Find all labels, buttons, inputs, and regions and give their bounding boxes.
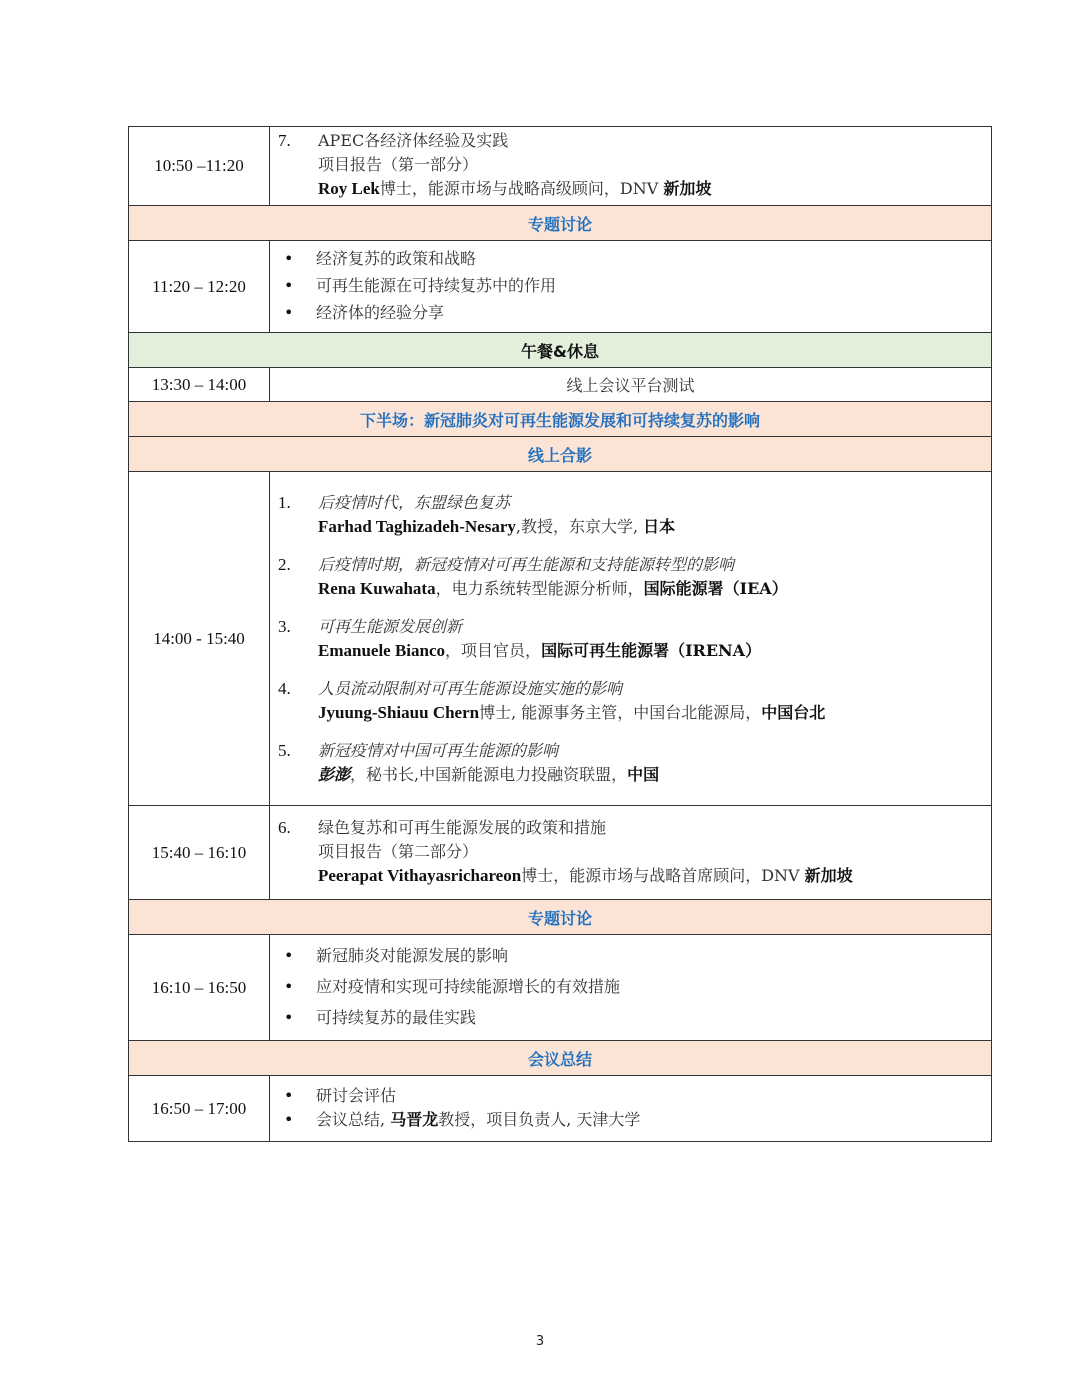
talk-title: 新冠疫情对中国可再生能源的影响	[318, 740, 559, 760]
bullet-text: 经济体的经验分享	[316, 303, 445, 322]
bullet-text: 经济复苏的政策和战略	[316, 249, 477, 268]
item-number: 5.	[278, 740, 291, 760]
bullet-icon: •	[284, 1008, 294, 1027]
time-cell: 13:30 – 14:00	[129, 368, 270, 402]
item-subtitle: 项目报告（第二部分）	[318, 841, 479, 861]
content-cell	[270, 472, 992, 806]
content-cell	[270, 127, 992, 206]
bullet-icon: •	[284, 1085, 294, 1105]
time-cell: 11:20 – 12:20	[129, 241, 270, 333]
agenda-row	[129, 127, 992, 206]
time-cell: 16:50 – 17:00	[129, 1076, 270, 1142]
speaker-role: 博士，能源市场与战略高级顾问，DNV	[379, 179, 664, 198]
agenda-row	[129, 368, 992, 402]
section-banner: 专题讨论	[129, 206, 992, 241]
speaker-role: 博士，能源市场与战略首席顾问，DNV	[521, 865, 805, 885]
speaker-country: 新加坡	[663, 179, 712, 198]
bullet-icon: •	[284, 276, 294, 295]
content-cell	[270, 241, 992, 333]
time-cell: 10:50 –11:20	[129, 127, 270, 206]
item-subtitle: 项目报告（第一部分）	[318, 155, 479, 174]
speaker-org: 日本	[643, 516, 676, 536]
bullet-text: 新冠肺炎对能源发展的影响	[316, 946, 509, 965]
section-banner: 会议总结	[129, 1041, 992, 1076]
speaker-name: Rena Kuwahata	[318, 578, 436, 598]
agenda-table	[128, 126, 992, 1142]
bullet-icon: •	[284, 303, 294, 322]
speaker-role: 博士, 能源事务主管，中国台北能源局，	[479, 702, 762, 722]
talk-title: 后疫情时代，东盟绿色复苏	[318, 492, 511, 512]
agenda-row	[129, 241, 992, 333]
speaker-org: 中国	[627, 764, 660, 784]
talk-title: 后疫情时期，新冠疫情对可再生能源和支持能源转型的影响	[318, 554, 735, 574]
speaker-name: Farhad Taghizadeh-Nesary	[318, 516, 516, 536]
lunch-banner: 午餐&休息	[129, 333, 992, 368]
agenda-row	[129, 935, 992, 1041]
agenda-row	[129, 806, 992, 900]
bullet-text: 可持续复苏的最佳实践	[316, 1008, 477, 1027]
page-number: 3	[535, 1334, 545, 1349]
bullet-icon: •	[284, 249, 294, 268]
time-cell: 16:10 – 16:50	[129, 935, 270, 1041]
talk-title: 人员流动限制对可再生能源设施实施的影响	[318, 678, 623, 698]
speaker-name: 马晋龙	[390, 1109, 439, 1129]
item-number: 7.	[278, 131, 291, 150]
speaker-name: Jyuung-Shiauu Chern	[318, 702, 480, 722]
item-number: 3.	[278, 616, 291, 636]
speaker-name: Emanuele Bianco	[318, 640, 446, 660]
bullet-icon: •	[284, 1109, 294, 1129]
agenda-row	[129, 472, 992, 806]
speaker-org: 国际能源署（IEA）	[643, 578, 788, 598]
speaker-role: ，项目官员，	[445, 640, 542, 660]
item-number: 4.	[278, 678, 291, 698]
speaker-org: 中国台北	[761, 702, 826, 722]
section-banner: 线上合影	[129, 437, 992, 472]
item-number: 6.	[278, 817, 291, 837]
bullet-text: 研讨会评估	[316, 1085, 397, 1105]
item-title: APEC各经济体经验及实践	[318, 131, 509, 150]
content-cell	[270, 935, 992, 1041]
bullet-icon: •	[284, 977, 294, 996]
speaker-name: Peerapat Vithayasrichareon	[318, 865, 522, 885]
bullet-text: 教授，项目负责人, 天津大学	[438, 1109, 641, 1129]
bullet-text: 会议总结,	[316, 1109, 391, 1129]
time-cell: 14:00 - 15:40	[129, 472, 270, 806]
speaker-org: 国际可再生能源署（IRENA）	[541, 640, 762, 660]
speaker-role: ,教授，东京大学,	[515, 516, 644, 536]
section-banner: 下半场：新冠肺炎对可再生能源发展和可持续复苏的影响	[129, 402, 992, 437]
content-cell: 线上会议平台测试	[270, 368, 992, 402]
content-cell	[270, 1076, 992, 1142]
item-number: 1.	[278, 492, 291, 512]
time-cell: 15:40 – 16:10	[129, 806, 270, 900]
speaker-name: Roy Lek	[318, 179, 380, 198]
speaker-role: ，电力系统转型能源分析师，	[435, 578, 644, 598]
talk-title: 可再生能源发展创新	[318, 616, 463, 636]
agenda-row	[129, 1076, 992, 1142]
speaker-role: ，秘书长,中国新能源电力投融资联盟，	[350, 764, 628, 784]
section-banner: 专题讨论	[129, 900, 992, 935]
bullet-text: 应对疫情和实现可持续能源增长的有效措施	[316, 977, 621, 996]
speaker-name: 彭澎	[318, 764, 351, 784]
bullet-icon: •	[284, 946, 294, 965]
content-cell	[270, 806, 992, 900]
item-title: 绿色复苏和可再生能源发展的政策和措施	[318, 817, 607, 837]
bullet-text: 可再生能源在可持续复苏中的作用	[316, 276, 557, 295]
item-number: 2.	[278, 554, 291, 574]
speaker-country: 新加坡	[804, 865, 853, 885]
